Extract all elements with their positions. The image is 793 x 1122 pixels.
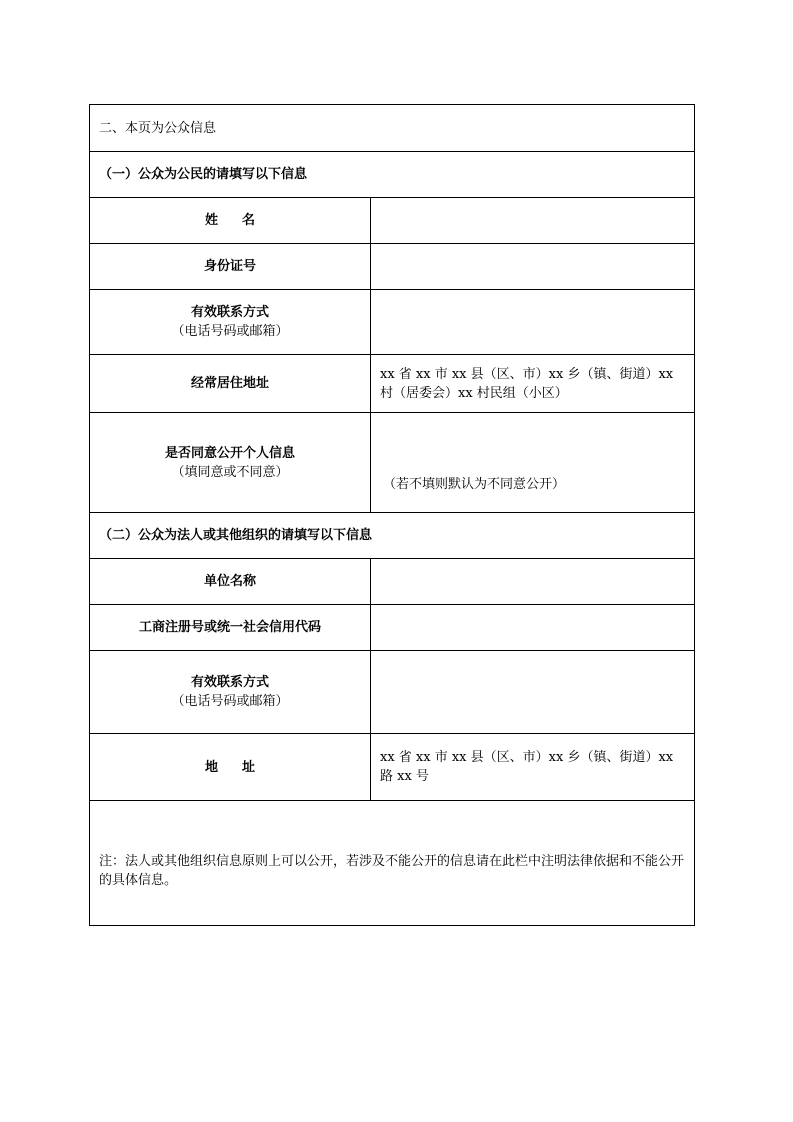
page-heading: 二、本页为公众信息 xyxy=(90,105,695,152)
unit-name-label: 单位名称 xyxy=(90,559,371,605)
reg-code-field[interactable] xyxy=(371,605,695,651)
org-address-label: 地址 xyxy=(90,734,371,801)
org-contact-sub: （电话号码或邮箱） xyxy=(171,694,289,709)
id-field[interactable] xyxy=(371,244,695,290)
reg-code-label: 工商注册号或统一社会信用代码 xyxy=(90,605,371,651)
consent-sub: （填同意或不同意） xyxy=(171,464,289,480)
address-field[interactable]: xx 省 xx 市 xx 县（区、市）xx 乡（镇、街道）xx 村（居委会）xx 村民组（小区） xyxy=(371,355,695,413)
id-label: 身份证号 xyxy=(90,244,371,290)
consent-hint: （若不填则默认为不同意公开） xyxy=(383,477,566,492)
citizen-contact-field[interactable] xyxy=(371,290,695,355)
note: 注：法人或其他组织信息原则上可以公开，若涉及不能公开的信息请在此栏中注明法律依据和不能公开的具体信息。 xyxy=(90,801,695,926)
section-org-title: （二）公众为法人或其他组织的请填写以下信息 xyxy=(90,513,695,559)
unit-name-field[interactable] xyxy=(371,559,695,605)
consent-field[interactable] xyxy=(371,413,695,513)
citizen-contact-label: 有效联系方式 （电话号码或邮箱） xyxy=(90,290,371,355)
consent-label: 是否同意公开个人信息 （填同意或不同意） xyxy=(90,413,371,513)
org-contact-label: 有效联系方式 （电话号码或邮箱） xyxy=(90,651,371,734)
public-info-form xyxy=(89,104,695,926)
name-field[interactable] xyxy=(371,198,695,244)
org-address-field[interactable]: xx 省 xx 市 xx 县（区、市）xx 乡（镇、街道）xx 路 xx 号 xyxy=(371,734,695,801)
section-citizen-title: （一）公众为公民的请填写以下信息 xyxy=(90,152,695,198)
address-label: 经常居住地址 xyxy=(90,355,371,413)
name-label: 姓名 xyxy=(90,198,371,244)
org-contact-field[interactable] xyxy=(371,651,695,734)
citizen-contact-sub: （电话号码或邮箱） xyxy=(171,324,289,339)
